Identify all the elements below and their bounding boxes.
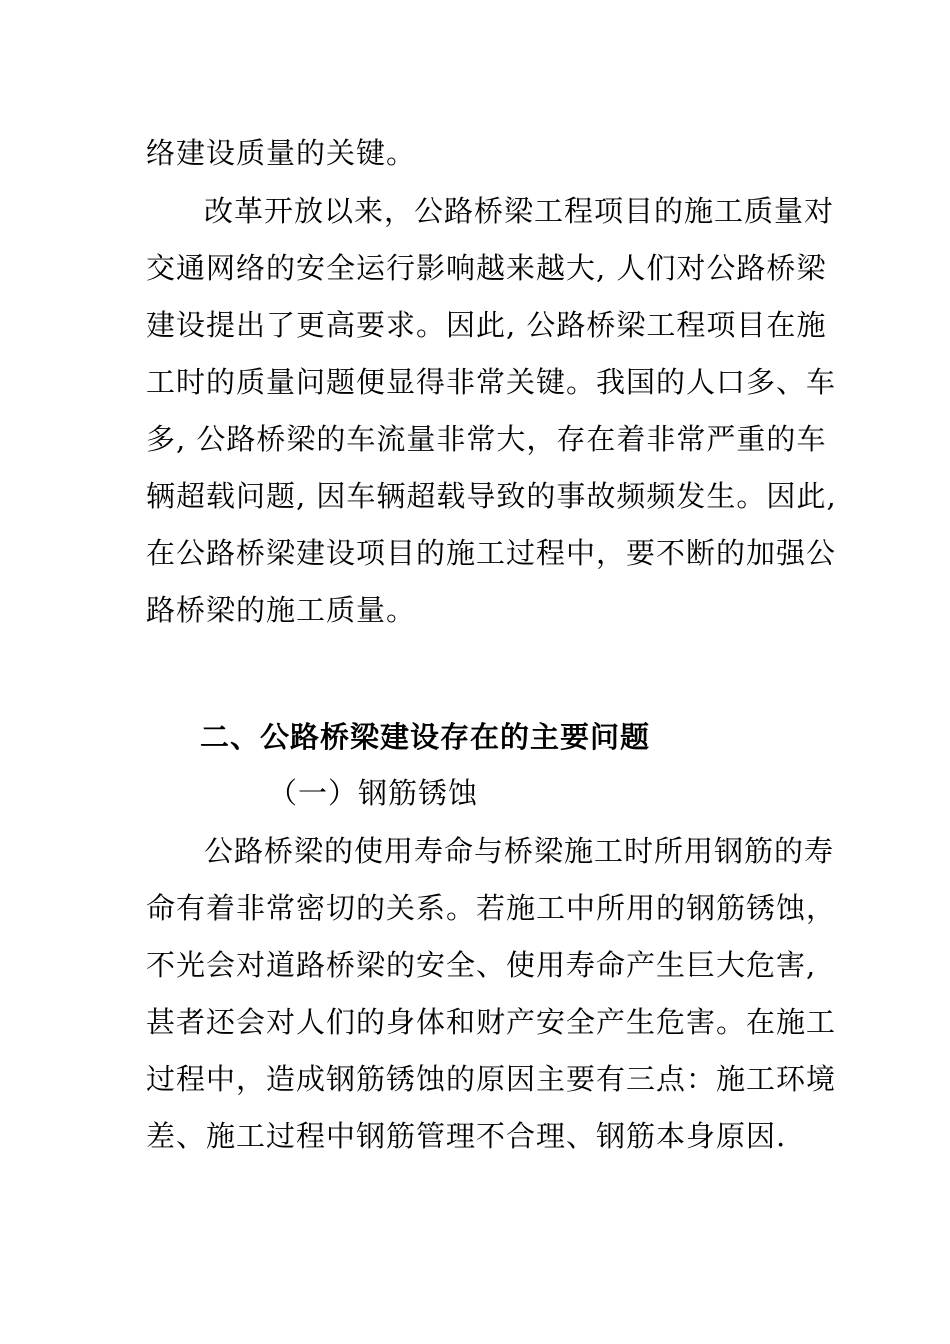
- paragraph1-line-8: 路桥梁的施工质量。: [146, 593, 417, 627]
- paragraph1-line-5: 多, 公路桥梁的车流量非常大，存在着非常严重的车: [146, 422, 827, 456]
- paragraph2-line-6: 差、施工过程中钢筋管理不合理、钢筋本身原因.: [146, 1119, 787, 1153]
- paragraph1-line-3: 建设提出了更高要求。因此, 公路桥梁工程项目在施: [146, 308, 827, 342]
- paragraph2-line-4: 甚者还会对人们的身体和财产安全产生危害。在施工: [146, 1005, 837, 1039]
- paragraph1-line-7: 在公路桥梁建设项目的施工过程中，要不断的加强公: [146, 536, 837, 570]
- paragraph2-line-3: 不光会对道路桥梁的安全、使用寿命产生巨大危害,: [146, 948, 817, 982]
- paragraph2-line-5: 过程中，造成钢筋锈蚀的原因主要有三点：施工环境: [146, 1062, 837, 1096]
- paragraph1-line-4: 工时的质量问题便显得非常关键。我国的人口多、车: [146, 365, 837, 399]
- paragraph2-line-2: 命有着非常密切的关系。若施工中所用的钢筋锈蚀，: [146, 891, 837, 925]
- section-heading: 二、公路桥梁建设存在的主要问题: [200, 720, 651, 754]
- paragraph1-line-6: 辆超载问题, 因车辆超载导致的事故频频发生。因此,: [146, 479, 837, 513]
- subsection-heading: （一）钢筋锈蚀: [268, 776, 479, 810]
- paragraph1-line-1: 改革开放以来，公路桥梁工程项目的施工质量对: [204, 194, 835, 228]
- paragraph2-line-1: 公路桥梁的使用寿命与桥梁施工时所用钢筋的寿: [204, 834, 835, 868]
- carryover-line: 络建设质量的关键。: [146, 136, 417, 170]
- paragraph1-line-2: 交通网络的安全运行影响越来越大, 人们对公路桥梁: [146, 251, 827, 285]
